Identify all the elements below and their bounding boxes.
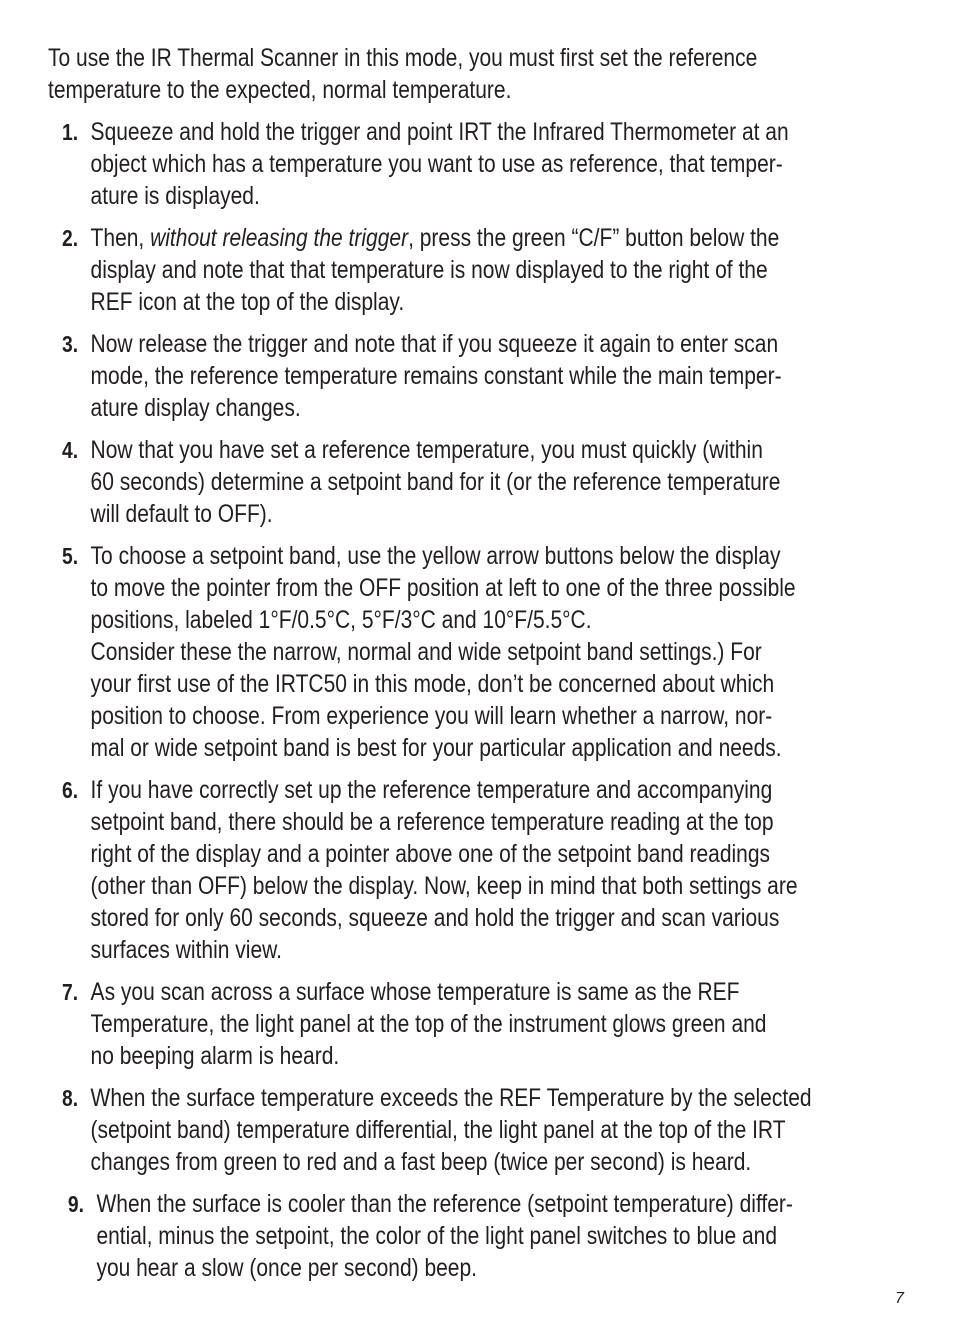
step-item-7 bbox=[62, 976, 812, 1072]
step-item-3 bbox=[62, 328, 812, 424]
step-item-2 bbox=[62, 222, 812, 318]
step-line: stored for only 60 seconds, squeeze and hold the trigger and scan various bbox=[90, 904, 780, 932]
step-line: ature is displayed. bbox=[90, 182, 260, 210]
step-line: you hear a slow (once per second) beep. bbox=[96, 1254, 478, 1282]
step-line: right of the display and a pointer above one of the setpoint band readings bbox=[90, 840, 771, 868]
step-line bbox=[91, 222, 812, 254]
step-lead-text: Then, bbox=[90, 224, 151, 252]
page-number: 7 bbox=[895, 1290, 904, 1307]
step-line: your first use of the IRTC50 in this mode, don’t be concerned about which bbox=[90, 670, 775, 698]
step-line: will default to OFF). bbox=[90, 500, 273, 528]
intro-paragraph bbox=[48, 42, 757, 106]
step-line: When the surface temperature exceeds the REF Temperature by the selected bbox=[90, 1084, 812, 1112]
step-line: changes from green to red and a fast beep (twice per second) is heard. bbox=[90, 1148, 752, 1176]
step-line: Squeeze and hold the trigger and point IRT the Infrared Thermometer at an bbox=[90, 118, 789, 146]
step-line: no beeping alarm is heard. bbox=[90, 1042, 340, 1070]
step-number: 3. bbox=[62, 331, 79, 357]
steps-list bbox=[62, 116, 812, 1294]
step-line: REF icon at the top of the display. bbox=[90, 288, 405, 316]
step-number: 8. bbox=[62, 1085, 79, 1111]
step-line: mode, the reference temperature remains constant while the main temper- bbox=[90, 362, 782, 390]
step-rest-text: , press the green “C/F” button below the bbox=[408, 224, 780, 252]
step-line: If you have correctly set up the reference temperature and accompanying bbox=[90, 776, 773, 804]
step-line: position to choose. From experience you will learn whether a narrow, nor- bbox=[90, 702, 773, 730]
step-line: (other than OFF) below the display. Now, keep in mind that both settings are bbox=[90, 872, 798, 900]
step-line: object which has a temperature you want to use as reference, that temper- bbox=[90, 150, 783, 178]
step-number: 5. bbox=[62, 543, 79, 569]
step-line: ature display changes. bbox=[90, 394, 301, 422]
step-line: Now release the trigger and note that if you squeeze it again to enter scan bbox=[90, 330, 779, 358]
step-line: Temperature, the light panel at the top of the instrument glows green and bbox=[90, 1010, 767, 1038]
step-line: setpoint band, there should be a reference temperature reading at the top bbox=[90, 808, 774, 836]
step-item-4 bbox=[62, 434, 812, 530]
step-line: 60 seconds) determine a setpoint band for it (or the reference temperature bbox=[90, 468, 781, 496]
step-line: As you scan across a surface whose temperature is same as the REF bbox=[90, 978, 740, 1006]
intro-line: temperature to the expected, normal temperature. bbox=[48, 76, 512, 104]
step-number: 4. bbox=[62, 437, 79, 463]
step-line: (setpoint band) temperature differential, the light panel at the top of the IRT bbox=[90, 1116, 786, 1144]
step-line: When the surface is cooler than the reference (setpoint temperature) differ- bbox=[96, 1190, 793, 1218]
step-line: display and note that that temperature is now displayed to the right of the bbox=[90, 256, 768, 284]
intro-line: To use the IR Thermal Scanner in this mode, you must first set the reference bbox=[48, 44, 758, 72]
step-number: 6. bbox=[62, 777, 79, 803]
step-line: to move the pointer from the OFF position at left to one of the three possible bbox=[90, 574, 796, 602]
step-item-6 bbox=[62, 774, 812, 966]
step-number: 9. bbox=[67, 1191, 84, 1217]
step-item-5 bbox=[62, 540, 812, 764]
step-line: positions, labeled 1°F/0.5°C, 5°F/3°C and 10°F/5.5°C. bbox=[90, 606, 592, 634]
step-line: ential, minus the setpoint, the color of the light panel switches to blue and bbox=[96, 1222, 778, 1250]
step-line: Now that you have set a reference temperature, you must quickly (within bbox=[90, 436, 763, 464]
step-line: surfaces within view. bbox=[90, 936, 282, 964]
step-item-9 bbox=[62, 1188, 812, 1284]
step-line: To choose a setpoint band, use the yellow arrow buttons below the display bbox=[90, 542, 781, 570]
step-number: 2. bbox=[62, 225, 79, 251]
step-line: mal or wide setpoint band is best for your particular application and needs. bbox=[90, 734, 782, 762]
step-item-8 bbox=[62, 1082, 812, 1178]
step-emphasis-text: without releasing the trigger bbox=[150, 224, 409, 252]
step-number: 7. bbox=[62, 979, 79, 1005]
step-line: Consider these the narrow, normal and wide setpoint band settings.) For bbox=[90, 638, 762, 666]
step-number: 1. bbox=[62, 119, 79, 145]
step-item-1 bbox=[62, 116, 812, 212]
